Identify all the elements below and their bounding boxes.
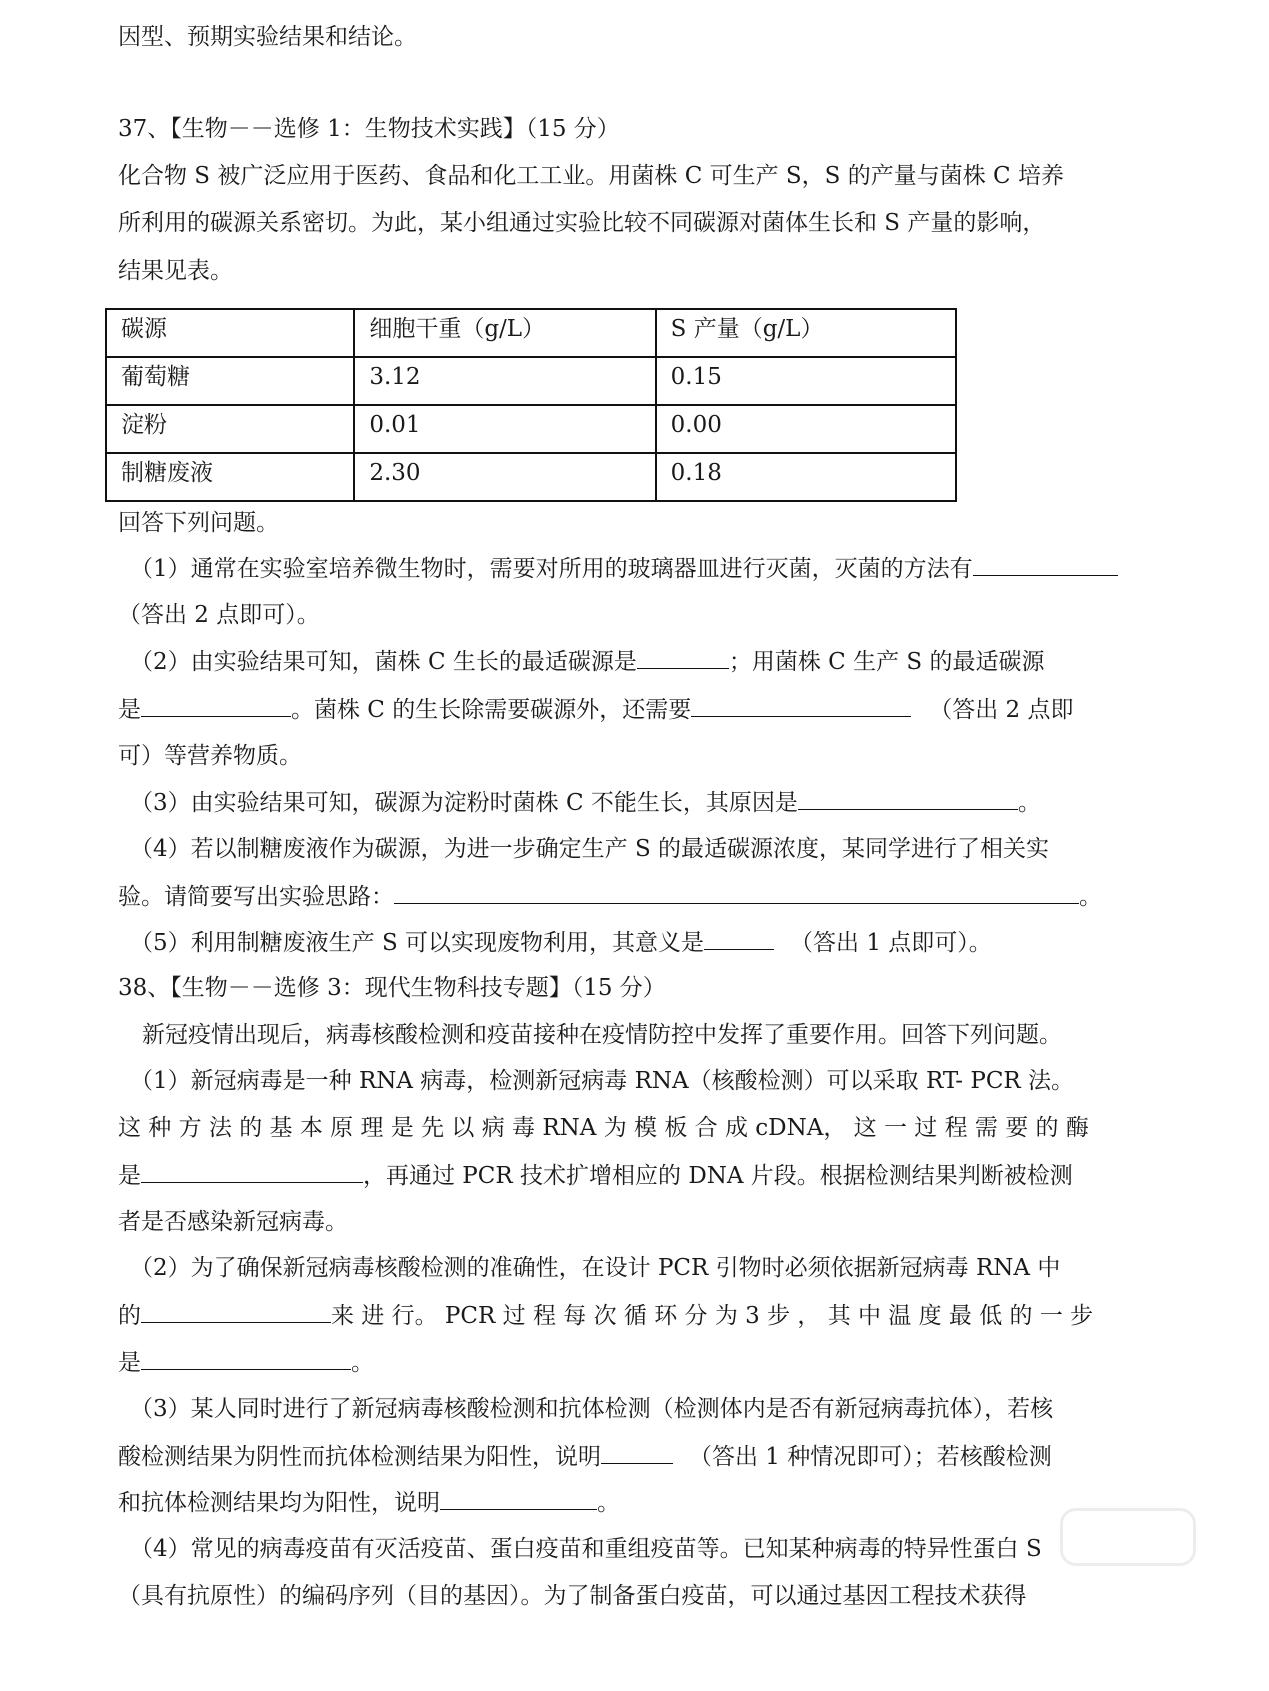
table-cell: 0.15 bbox=[656, 357, 956, 405]
table-cell: 0.01 bbox=[354, 405, 655, 453]
q37-intro-line-3: 结果见表。 bbox=[118, 258, 233, 284]
carbon-source-table bbox=[105, 308, 957, 502]
q38-part1-line-4: 者是否感染新冠病毒。 bbox=[118, 1209, 348, 1235]
q37-part2-text: ；用菌株 C 生产 S 的最适碳源 bbox=[728, 649, 1045, 675]
watermark-logo bbox=[1060, 1508, 1196, 1566]
q37-part2-line-1 bbox=[130, 646, 1044, 677]
q37-part3-line bbox=[130, 787, 1041, 818]
answer-prompt: 回答下列问题。 bbox=[118, 510, 279, 536]
answer-blank[interactable] bbox=[637, 646, 729, 669]
table-cell: 0.00 bbox=[656, 405, 956, 453]
q37-part1-text: （1）通常在实验室培养微生物时，需要对所用的玻璃器皿进行灭菌，灭菌的方法有 bbox=[130, 556, 973, 582]
table-cell: 制糖废液 bbox=[106, 453, 354, 501]
q38-part2-line-2 bbox=[118, 1300, 1093, 1331]
answer-blank[interactable] bbox=[704, 927, 774, 950]
q37-part1-line-2: （答出 2 点即可）。 bbox=[118, 602, 320, 628]
q38-part4-line-2: （具有抗原性）的编码序列（目的基因）。为了制备蛋白疫苗，可以通过基因工程技术获得 bbox=[118, 1583, 1027, 1609]
q38-part3-text: 和抗体检测结果均为阳性，说明 bbox=[118, 1490, 440, 1516]
q37-part5-text: （5）利用制糖废液生产 S 可以实现废物利用，其意义是 bbox=[130, 930, 705, 956]
table-header-cell: 碳源 bbox=[106, 309, 354, 357]
table-cell: 0.18 bbox=[656, 453, 956, 501]
q38-part2-line-1: （2）为了确保新冠病毒核酸检测的准确性，在设计 PCR 引物时必须依据新冠病毒 RNA 中 bbox=[130, 1255, 1061, 1281]
q38-part1-text: 是 bbox=[118, 1163, 141, 1189]
q37-part5-text: （答出 1 点即可）。 bbox=[790, 930, 992, 956]
answer-blank[interactable] bbox=[141, 1300, 331, 1323]
q37-part4-text: 验。请简要写出实验思路： bbox=[118, 884, 394, 910]
q38-part2-text: 是 bbox=[118, 1350, 141, 1376]
q37-part4-end: 。 bbox=[1079, 884, 1102, 910]
q38-header: 38、【生物－－选修 3：现代生物科技专题】（15 分） bbox=[118, 975, 666, 1001]
q38-part3-text: （答出 1 种情况即可）；若核酸检测 bbox=[689, 1444, 1052, 1470]
q38-part2-line-3 bbox=[118, 1347, 374, 1378]
q37-part2-text: （2）由实验结果可知，菌株 C 生长的最适碳源是 bbox=[130, 649, 637, 675]
q37-header: 37、【生物－－选修 1：生物技术实践】（15 分） bbox=[118, 116, 620, 142]
answer-blank[interactable] bbox=[440, 1487, 597, 1510]
q37-part4-line-2 bbox=[118, 881, 1102, 912]
top-line: 因型、预期实验结果和结论。 bbox=[118, 24, 417, 50]
q38-part1-text: ，再通过 PCR 技术扩增相应的 DNA 片段。根据检测结果判断被检测 bbox=[363, 1163, 1073, 1189]
q38-part3-text: 酸检测结果为阴性而抗体检测结果为阳性，说明 bbox=[118, 1444, 601, 1470]
q38-part3-end: 。 bbox=[597, 1490, 620, 1516]
q37-part2-line-3: 可）等营养物质。 bbox=[118, 743, 302, 769]
q38-part3-line-1: （3）某人同时进行了新冠病毒核酸检测和抗体检测（检测体内是否有新冠病毒抗体），若核 bbox=[130, 1396, 1054, 1422]
table-cell: 2.30 bbox=[354, 453, 655, 501]
q37-part3-end: 。 bbox=[1017, 790, 1041, 816]
q38-part3-line-2 bbox=[118, 1441, 1052, 1472]
q38-part1-line-3 bbox=[118, 1160, 1073, 1191]
q38-intro: 新冠疫情出现后，病毒核酸检测和疫苗接种在疫情防控中发挥了重要作用。回答下列问题。 bbox=[142, 1022, 1062, 1048]
q38-part2-text: 的 bbox=[118, 1303, 141, 1329]
table-cell: 淀粉 bbox=[106, 405, 354, 453]
answer-blank[interactable] bbox=[141, 1347, 351, 1370]
table-row bbox=[106, 357, 956, 405]
q38-part2-end: 。 bbox=[351, 1350, 374, 1376]
answer-blank[interactable] bbox=[691, 694, 911, 717]
table-cell: 葡萄糖 bbox=[106, 357, 354, 405]
q37-part2-text: 。菌株 C 的生长除需要碳源外，还需要 bbox=[291, 697, 692, 723]
q37-part5-line bbox=[130, 927, 992, 958]
answer-blank[interactable] bbox=[141, 694, 291, 717]
q37-part4-line-1: （4）若以制糖废液作为碳源，为进一步确定生产 S 的最适碳源浓度，某同学进行了相关实 bbox=[130, 836, 1050, 862]
q37-intro-line-1: 化合物 S 被广泛应用于医药、食品和化工工业。用菌株 C 可生产 S，S 的产量与菌株 C 培养 bbox=[118, 163, 1064, 189]
q37-intro-line-2: 所利用的碳源关系密切。为此，某小组通过实验比较不同碳源对菌体生长和 S 产量的影响， bbox=[118, 210, 1046, 236]
q38-part1-line-2: 这 种 方 法 的 基 本 原 理 是 先 以 病 毒 RNA 为 模 板 合 成 cDNA， 这 一 过 程 需 要 的 酶 bbox=[118, 1115, 1089, 1141]
q37-part2-text: （答出 2 点即 bbox=[929, 697, 1074, 723]
answer-blank[interactable] bbox=[601, 1441, 673, 1464]
q38-part1-line-1: （1）新冠病毒是一种 RNA 病毒，检测新冠病毒 RNA（核酸检测）可以采取 RT- PCR 法。 bbox=[130, 1068, 1075, 1094]
table-cell: 3.12 bbox=[354, 357, 655, 405]
q37-part2-text: 是 bbox=[118, 697, 141, 723]
q38-part2-text: 来 进 行。 PCR 过 程 每 次 循 环 分 为 3 步 ， 其 中 温 度 最 低 的 一 步 bbox=[331, 1303, 1094, 1329]
q38-part3-line-3 bbox=[118, 1487, 620, 1518]
answer-blank[interactable] bbox=[973, 553, 1118, 576]
answer-blank[interactable] bbox=[141, 1160, 363, 1183]
answer-blank[interactable] bbox=[798, 787, 1018, 810]
q37-part2-line-2 bbox=[118, 694, 1074, 725]
table-row bbox=[106, 453, 956, 501]
answer-blank[interactable] bbox=[394, 881, 1079, 904]
q37-part1-line-1 bbox=[130, 553, 1118, 584]
table-header-cell: S 产量（g/L） bbox=[656, 309, 956, 357]
q38-part4-line-1: （4）常见的病毒疫苗有灭活疫苗、蛋白疫苗和重组疫苗等。已知某种病毒的特异性蛋白 S bbox=[130, 1536, 1042, 1562]
table-row bbox=[106, 405, 956, 453]
table-header-row bbox=[106, 309, 956, 357]
q37-part3-text: （3）由实验结果可知，碳源为淀粉时菌株 C 不能生长，其原因是 bbox=[130, 790, 798, 816]
table-header-cell: 细胞干重（g/L） bbox=[354, 309, 655, 357]
